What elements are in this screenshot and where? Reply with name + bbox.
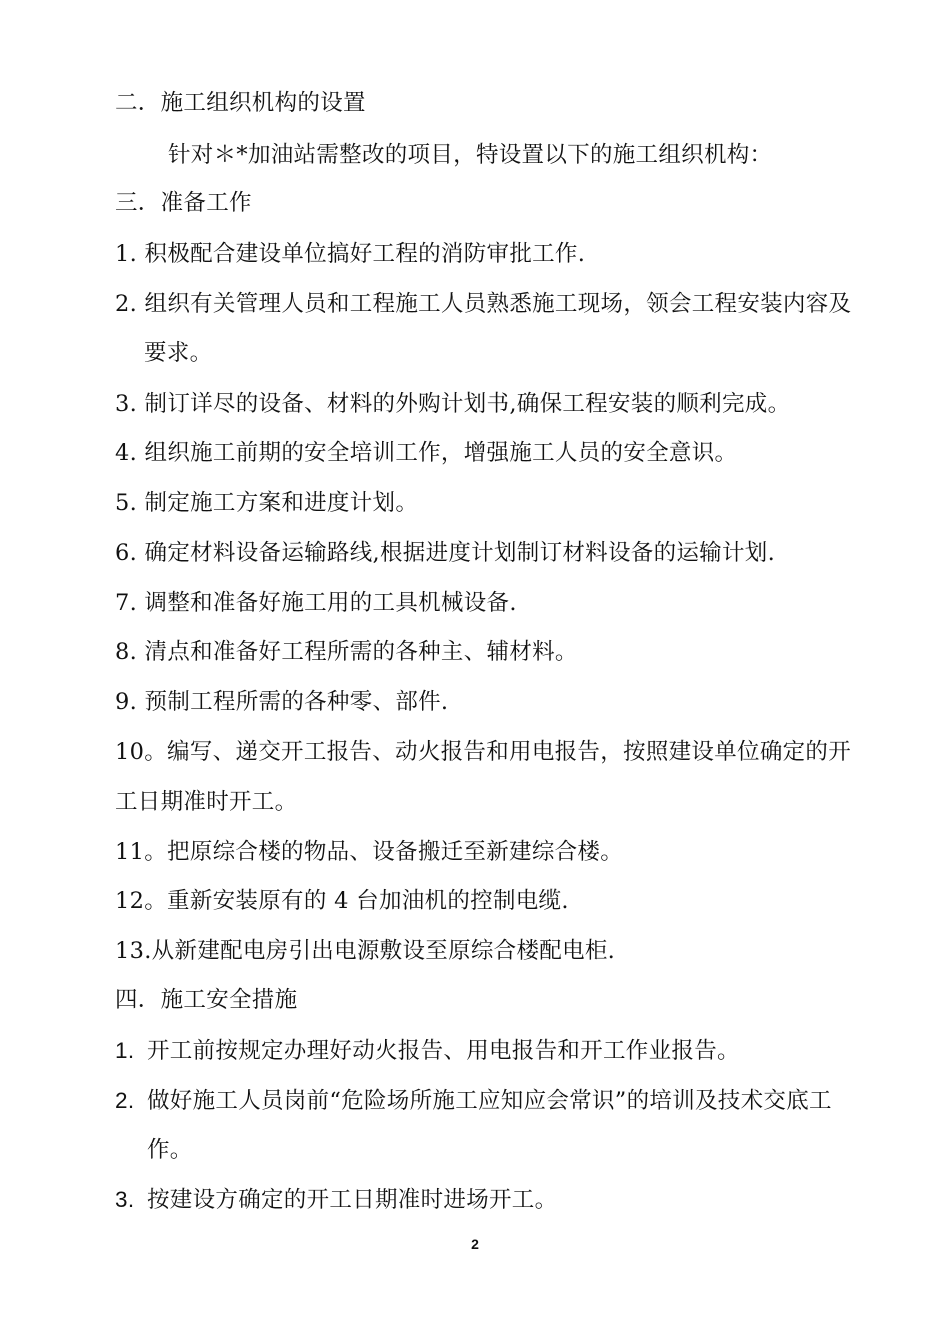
safety-item-text: 开工前按规定办理好动火报告、用电报告和开工作业报告。: [147, 1038, 740, 1064]
list-item: 7. 调整和准备好施工用的工具机械设备.: [115, 590, 517, 616]
list-item: 1. 积极配合建设单位搞好工程的消防审批工作.: [115, 241, 586, 267]
list-item: 9. 预制工程所需的各种零、部件.: [115, 689, 449, 715]
safety-item: [115, 1086, 832, 1116]
safety-item: [115, 1185, 557, 1215]
safety-item-text: 做好施工人员岗前“危险场所施工应知应会常识”的培训及技术交底工: [147, 1088, 832, 1114]
safety-item-text: 作。: [147, 1137, 193, 1163]
list-item: 5. 制定施工方案和进度计划。: [115, 490, 419, 516]
list-item: 3. 制订详尽的设备、材料的外购计划书,确保工程安装的顺利完成。: [115, 391, 791, 417]
list-item: 2. 组织有关管理人员和工程施工人员熟悉施工现场，领会工程安装内容及: [115, 291, 852, 317]
list-item: 11。把原综合楼的物品、设备搬迁至新建综合楼。: [115, 839, 624, 865]
section-heading-2: 二．施工组织机构的设置: [115, 90, 366, 116]
safety-item-number: 1.: [115, 1038, 135, 1063]
list-item: 12。重新安装原有的 4 台加油机的控制电缆.: [115, 888, 569, 914]
list-item: 10。编写、递交开工报告、动火报告和用电报告，按照建设单位确定的开: [115, 739, 852, 765]
list-item: 8. 清点和准备好工程所需的各种主、辅材料。: [115, 639, 578, 665]
list-item-continuation: 工日期准时开工。: [115, 789, 298, 815]
safety-item-continuation: [115, 1135, 193, 1165]
section-heading-3: 三．准备工作: [115, 190, 252, 216]
list-item-continuation: 要求。: [144, 340, 213, 366]
safety-item-number: 2.: [115, 1088, 135, 1113]
page-number: 2: [471, 1236, 479, 1252]
list-item: 13.从新建配电房引出电源敷设至原综合楼配电柜.: [115, 938, 616, 964]
safety-item-text: 按建设方确定的开工日期准时进场开工。: [147, 1187, 558, 1213]
safety-item-number: 3.: [115, 1187, 135, 1212]
list-item: 4. 组织施工前期的安全培训工作，增强施工人员的安全意识。: [115, 440, 738, 466]
section-2-body: 针对＊*加油站需整改的项目，特设置以下的施工组织机构：: [168, 142, 773, 168]
safety-item: [115, 1036, 740, 1066]
list-item: 6. 确定材料设备运输路线,根据进度计划制订材料设备的运输计划.: [115, 540, 776, 566]
section-heading-4: 四．施工安全措施: [115, 987, 298, 1013]
